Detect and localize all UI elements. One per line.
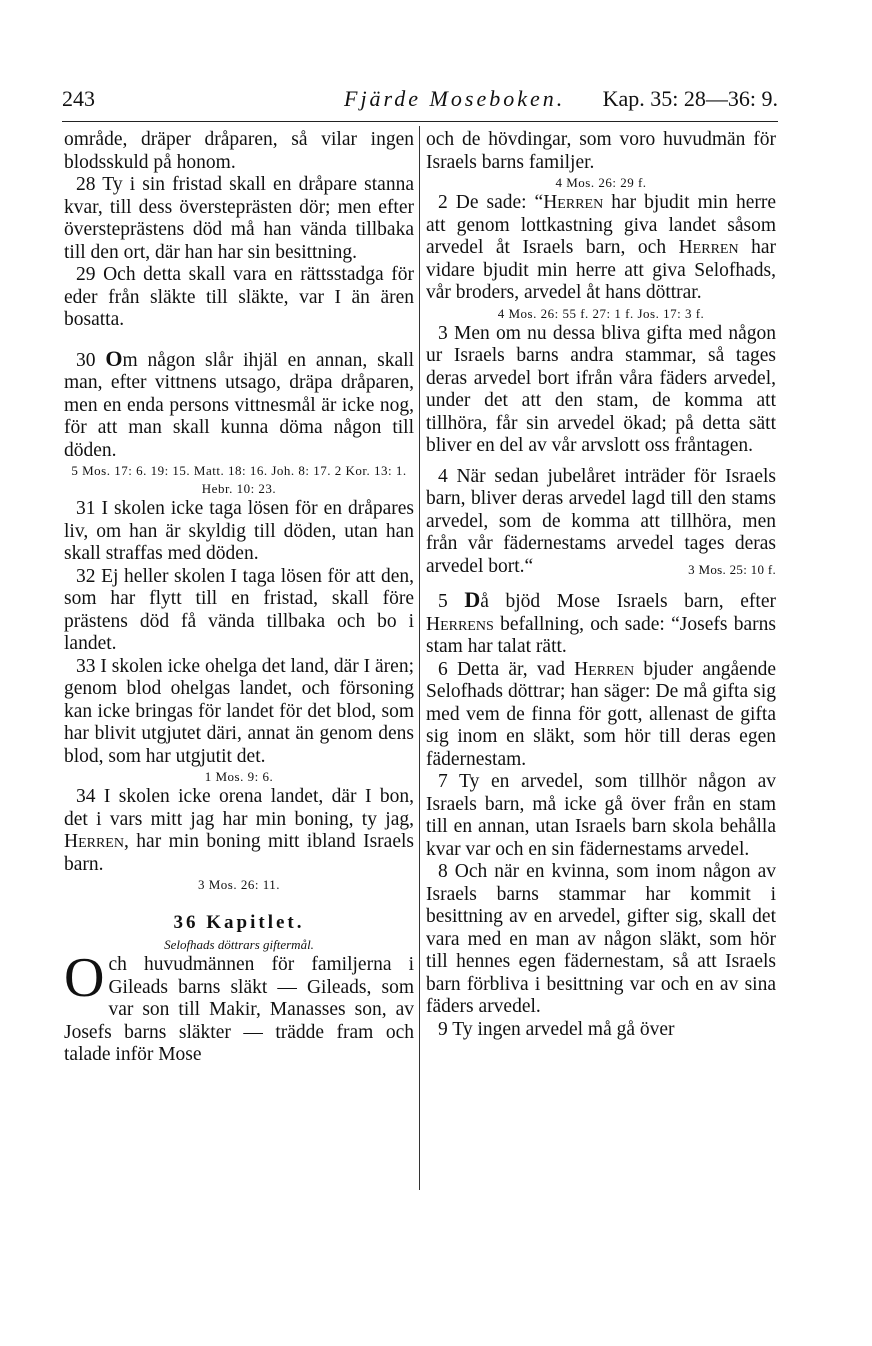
- verse-27-end: område, dräper dråparen, så vilar ingen blodsskuld på honom.: [64, 129, 414, 173]
- cross-reference: 4 Mos. 26: 55 f. 27: 1 f. Jos. 17: 3 f.: [497, 305, 705, 321]
- verse-initial: O: [105, 345, 123, 371]
- lord-name: Herren: [543, 192, 604, 213]
- drop-cap: O: [64, 947, 105, 1009]
- book-title: Fjärde Moseboken.: [344, 86, 566, 111]
- page-header: [62, 86, 778, 118]
- page-number: 243: [62, 86, 95, 111]
- verse-7: 7 Ty en arvedel, som tillhör någon av Israels barn, må icke gå över från en stam till en annan, utan Israels barn skola behålla kvar var och en sin fädernestams arvedel.: [426, 771, 776, 860]
- verse-number: 5: [438, 591, 448, 612]
- cross-reference: 3 Mos. 25: 10 f.: [688, 561, 776, 577]
- verse-32: 32 Ej heller skolen I taga lösen för att den, som har flytt till en fristad, skall före prästens död få vända tillbaka och bo i landet.: [64, 565, 414, 654]
- verse-34: 34 I skolen icke orena landet, där I bon, det i vars mitt jag har min boning, ty jag, Herren, har min boning mitt ibland Israels barn.: [64, 786, 414, 875]
- verse-5: 5 Då bjöd Mose Israels barn, efter Herrens befallning, och sade: “Josefs barns stam har talat rätt.: [426, 587, 776, 657]
- verse-33: 33 I skolen icke ohelga det land, där I ären; genom blod ohelgas landet, och försoning kan icke bringas för landet för det blod, som har blivit utgjutet däri, annat än genom dens blod, som har utgjutit det.: [64, 655, 414, 767]
- verse-28: 28 Ty i sin fristad skall en dråpare stanna kvar, till dess översteprästen dör; men efter översteprästens död må han vända tillbaka till den ort, där han har sin besittning.: [64, 174, 414, 263]
- cross-reference: 5 Mos. 17: 6. 19: 15. Matt. 18: 16. Joh. 8: 17. 2 Kor. 13: 1. Hebr. 10: 23.: [71, 463, 407, 496]
- verse-text: m någon slår ihjäl en annan, skall man, efter vittnens utsago, dräpa dråparen, men en enda persons vittnesmål är icke nog, för att man skall kunna döma någon till döden.: [64, 349, 415, 461]
- lord-name: Herren: [574, 658, 635, 680]
- lord-name: Herren: [678, 237, 739, 258]
- cross-reference: 4 Mos. 26: 29 f.: [555, 175, 647, 190]
- lord-name: Herrens: [426, 613, 494, 635]
- chapter-heading: 36 Kapitlet.: [173, 912, 305, 933]
- chapter-36-verse-1: Och huvudmännen för familjerna i Gileads barns släkt — Gileads, som var son till Makir, Manasses son, av Josefs barns släkter — trädde fram och talade inför Mose: [64, 947, 414, 1065]
- chapter-reference: Kap. 35: 28—36: 9.: [602, 86, 778, 111]
- verse-3: 3 Men om nu dessa bliva gifta med någon ur Israels barns andra stammar, så tages deras arvedel bort ifrån våra fäders arvedel, under det att den stam, de komma att tillhöra, får sin arvedel ökad; på detta sätt bliver en del av vår arvslott oss fråntagen.: [426, 322, 776, 456]
- verse-initial: D: [464, 587, 481, 612]
- left-column: [64, 129, 414, 1067]
- header-rule: [62, 121, 778, 122]
- column-divider: [419, 126, 420, 1190]
- cross-reference: 1 Mos. 9: 6.: [204, 769, 274, 784]
- verse-31: 31 I skolen icke taga lösen för en dråpares liv, om han är skyldig till döden, utan han skall straffas med döden.: [64, 498, 414, 564]
- cross-reference: 3 Mos. 26: 11.: [198, 877, 280, 892]
- verse-4: 4 När sedan jubelåret inträder för Israels barn, bliver deras arvedel lagd till den stams arvedel, som de komma att tillhöra, men från vår fädernestams arvedel tages deras arvedel bort.“ 3 Mos. 25: 10 f.: [426, 466, 776, 579]
- verse-number: 30: [76, 349, 96, 371]
- verse-2: 2 De sade: “Herren har bjudit min herre att genom lottkastning giva landet såsom arvedel åt Israels barn, och Herren har vidare bjudit min herre att giva Selofhads, vår broders, arvedel åt hans döttrar.: [426, 192, 776, 303]
- chapter-subtitle: Selofhads döttrars giftermål.: [164, 937, 314, 952]
- verse-30: [64, 345, 415, 463]
- verse-9: 9 Ty ingen arvedel må gå över: [438, 1018, 675, 1040]
- verse-29: 29 Och detta skall vara en rättsstadga för eder från släkte till släkte, var I än ären bosatta.: [64, 264, 414, 330]
- lord-name: Herren: [64, 831, 124, 852]
- right-column: [426, 129, 776, 1041]
- verse-1-end: och de hövdingar, som voro huvudmän för Israels barns familjer.: [426, 129, 776, 173]
- verse-6: 6 Detta är, vad Herren bjuder angående Selofhads döttrar; han säger: De må gifta sig med vem de finna för gott, allenast de gifta sig inom en släkt, som hör till deras egen fädernestam.: [426, 658, 776, 770]
- verse-8: 8 Och när en kvinna, som inom någon av Israels barns stammar har kommit i besittning av en arvedel, gifter sig, skall det vara med en man av någon släkt, som hör till hennes egen fädernestam, så att Israels barn förbliva i besittning var och en av sina fäders arvedel.: [426, 861, 776, 1017]
